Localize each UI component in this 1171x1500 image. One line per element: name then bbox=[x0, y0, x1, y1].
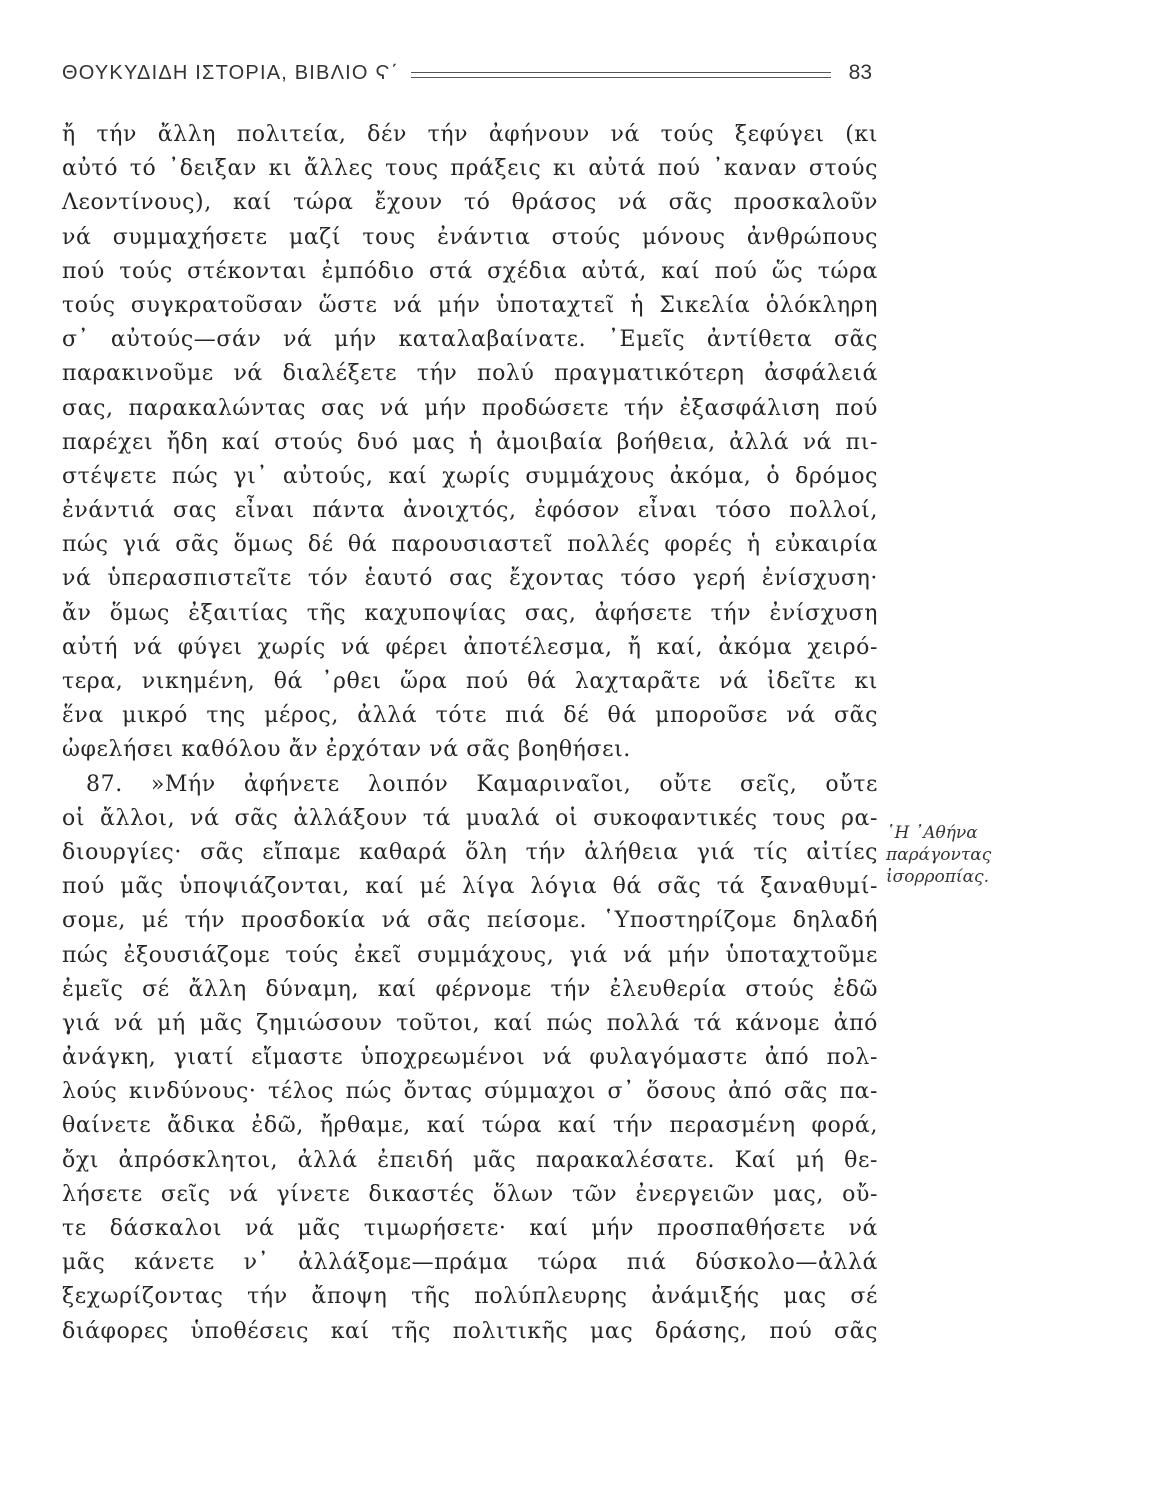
text-line: παρέχει ἤδη καί στούς δυό μας ἡ ἀμοιβαία βοήθεια, ἀλλά νά πι- bbox=[62, 429, 878, 455]
text-line: ἕνα μικρό της μέρος, ἀλλά τότε πιά δέ θά μποροῦσε νά σᾶς bbox=[62, 703, 878, 729]
text-line: ἐμεῖς σέ ἄλλη δύναμη, καί φέρνομε τήν ἐλευθερία στούς ἐδῶ bbox=[62, 976, 878, 1002]
margin-note-line: ῾Η ᾿Αθήνα bbox=[886, 823, 978, 843]
margin-note-line: παράγοντας bbox=[886, 845, 992, 865]
running-header bbox=[62, 60, 872, 86]
text-line: παρακινοῦμε νά διαλέξετε τήν πολύ πραγματικότερη ἀσφάλειά bbox=[62, 361, 878, 387]
text-line: σας, παρακαλώντας σας νά μήν προδώσετε τήν ἐξασφάλιση πού bbox=[62, 395, 878, 421]
text-line: ἤ τήν ἄλλη πολιτεία, δέν τήν ἀφήνουν νά τούς ξεφύγει (κι bbox=[62, 122, 878, 147]
text-line: ἀνάγκη, γιατί εἴμαστε ὑποχρεωμένοι νά φυλαγόμαστε ἀπό πολ- bbox=[62, 1045, 878, 1071]
text-line: λούς κινδύνους· τέλος πώς ὄντας σύμμαχοι σ᾿ ὅσους ἀπό σᾶς πα- bbox=[62, 1079, 878, 1105]
text-line: ὄχι ἀπρόσκλητοι, ἀλλά ἐπειδή μᾶς παρακαλέσατε. Καί μή θε- bbox=[62, 1147, 878, 1173]
text-line: σομε, μέ τήν προσδοκία νά σᾶς πείσομε. ῾Υποστηρίζομε δηλαδή bbox=[62, 908, 878, 934]
text-line: λήσετε σεῖς νά γίνετε δικαστές ὅλων τῶν ἐνεργειῶν μας, οὔ- bbox=[62, 1181, 878, 1207]
body-text bbox=[62, 118, 878, 1349]
page-number: 83 bbox=[848, 61, 872, 84]
text-line: τερα, νικημένη, θά ᾿ρθει ὥρα πού θά λαχταρᾶτε νά ἰδεῖτε κι bbox=[62, 669, 878, 694]
header-rule bbox=[411, 72, 831, 78]
section-87-first-line: 87. »Μήν ἀφήνετε λοιπόν Καμαριναῖοι, οὔτε σεῖς, οὔτε bbox=[86, 771, 878, 797]
text-line: θαίνετε ἄδικα ἐδῶ, ἤρθαμε, καί τώρα καί τήν περασμένη φορά, bbox=[62, 1113, 878, 1139]
text-line: αὐτό τό ᾿δειξαν κι ἄλλες τους πράξεις κι αὐτά πού ᾿καναν στούς bbox=[62, 156, 878, 182]
running-title: ΘΟΥΚΥΔΙΔΗ ΙΣΤΟΡΙΑ, ΒΙΒΛΙΟ Ϛ΄ bbox=[62, 61, 399, 84]
paragraph-end-line: ὠφελήσει καθόλου ἄν ἐρχόταν νά σᾶς βοηθήσει. bbox=[62, 737, 631, 763]
text-line: ἄν ὅμως ἐξαιτίας τῆς καχυποψίας σας, ἀφήσετε τήν ἐνίσχυση bbox=[62, 600, 878, 626]
text-line: αὐτή νά φύγει χωρίς νά φέρει ἀποτέλεσμα, ἤ καί, ἀκόμα χειρό- bbox=[62, 634, 878, 660]
text-line: νά συμμαχήσετε μαζί τους ἐνάντια στούς μόνους ἀνθρώπους bbox=[62, 224, 878, 250]
text-line: τε δάσκαλοι νά μᾶς τιμωρήσετε· καί μήν προσπαθήσετε νά bbox=[62, 1216, 878, 1241]
text-line: στέψετε πώς γι᾿ αὐτούς, καί χωρίς συμμάχους ἀκόμα, ὁ δρόμος bbox=[62, 463, 878, 489]
text-line: ἐνάντιά σας εἶναι πάντα ἀνοιχτός, ἐφόσον εἶναι τόσο πολλοί, bbox=[62, 498, 878, 524]
text-line: πού τούς στέκονται ἐμπόδιο στά σχέδια αὐτά, καί πού ὥς τώρα bbox=[62, 258, 878, 284]
text-line: γιά νά μή μᾶς ζημιώσουν τοῦτοι, καί πώς πολλά τά κάνομε ἀπό bbox=[62, 1010, 878, 1036]
text-line: πώς γιά σᾶς ὅμως δέ θά παρουσιαστεῖ πολλές φορές ἡ εὐκαιρία bbox=[62, 532, 878, 558]
text-line: οἱ ἄλλοι, νά σᾶς ἀλλάξουν τά μυαλά οἱ συκοφαντικές τους ρα- bbox=[62, 805, 878, 831]
margin-note-line: ἰσορροπίας. bbox=[886, 867, 989, 887]
text-line: Λεοντίνους), καί τώρα ἔχουν τό θράσος νά σᾶς προσκαλοῦν bbox=[62, 190, 878, 216]
text-line: τούς συγκρατοῦσαν ὥστε νά μήν ὑποταχτεῖ ἡ Σικελία ὁλόκληρη bbox=[62, 292, 878, 318]
text-line: πού μᾶς ὑποψιάζονται, καί μέ λίγα λόγια θά σᾶς τά ξαναθυμί- bbox=[62, 874, 878, 900]
text-line: μᾶς κάνετε ν᾿ ἀλλάξομε—πράμα τώρα πιά δύσκολο—ἀλλά bbox=[62, 1250, 878, 1276]
text-line: σ᾿ αὐτούς—σάν νά μήν καταλαβαίνατε. ᾿Εμεῖς ἀντίθετα σᾶς bbox=[62, 327, 878, 353]
text-line: νά ὑπερασπιστεῖτε τόν ἑαυτό σας ἔχοντας τόσο γερή ἐνίσχυση· bbox=[62, 566, 878, 592]
margin-note bbox=[886, 822, 1046, 888]
text-line: διουργίες· σᾶς εἴπαμε καθαρά ὅλη τήν ἀλήθεια γιά τίς αἰτίες bbox=[62, 839, 878, 865]
text-line: διάφορες ὑποθέσεις καί τῆς πολιτικῆς μας δράσης, πού σᾶς bbox=[62, 1318, 878, 1344]
text-line: ξεχωρίζοντας τήν ἄποψη τῆς πολύπλευρης ἀνάμιξής μας σέ bbox=[62, 1284, 878, 1310]
text-line: πώς ἐξουσιάζομε τούς ἐκεῖ συμμάχους, γιά νά μήν ὑποταχτοῦμε bbox=[62, 942, 878, 968]
